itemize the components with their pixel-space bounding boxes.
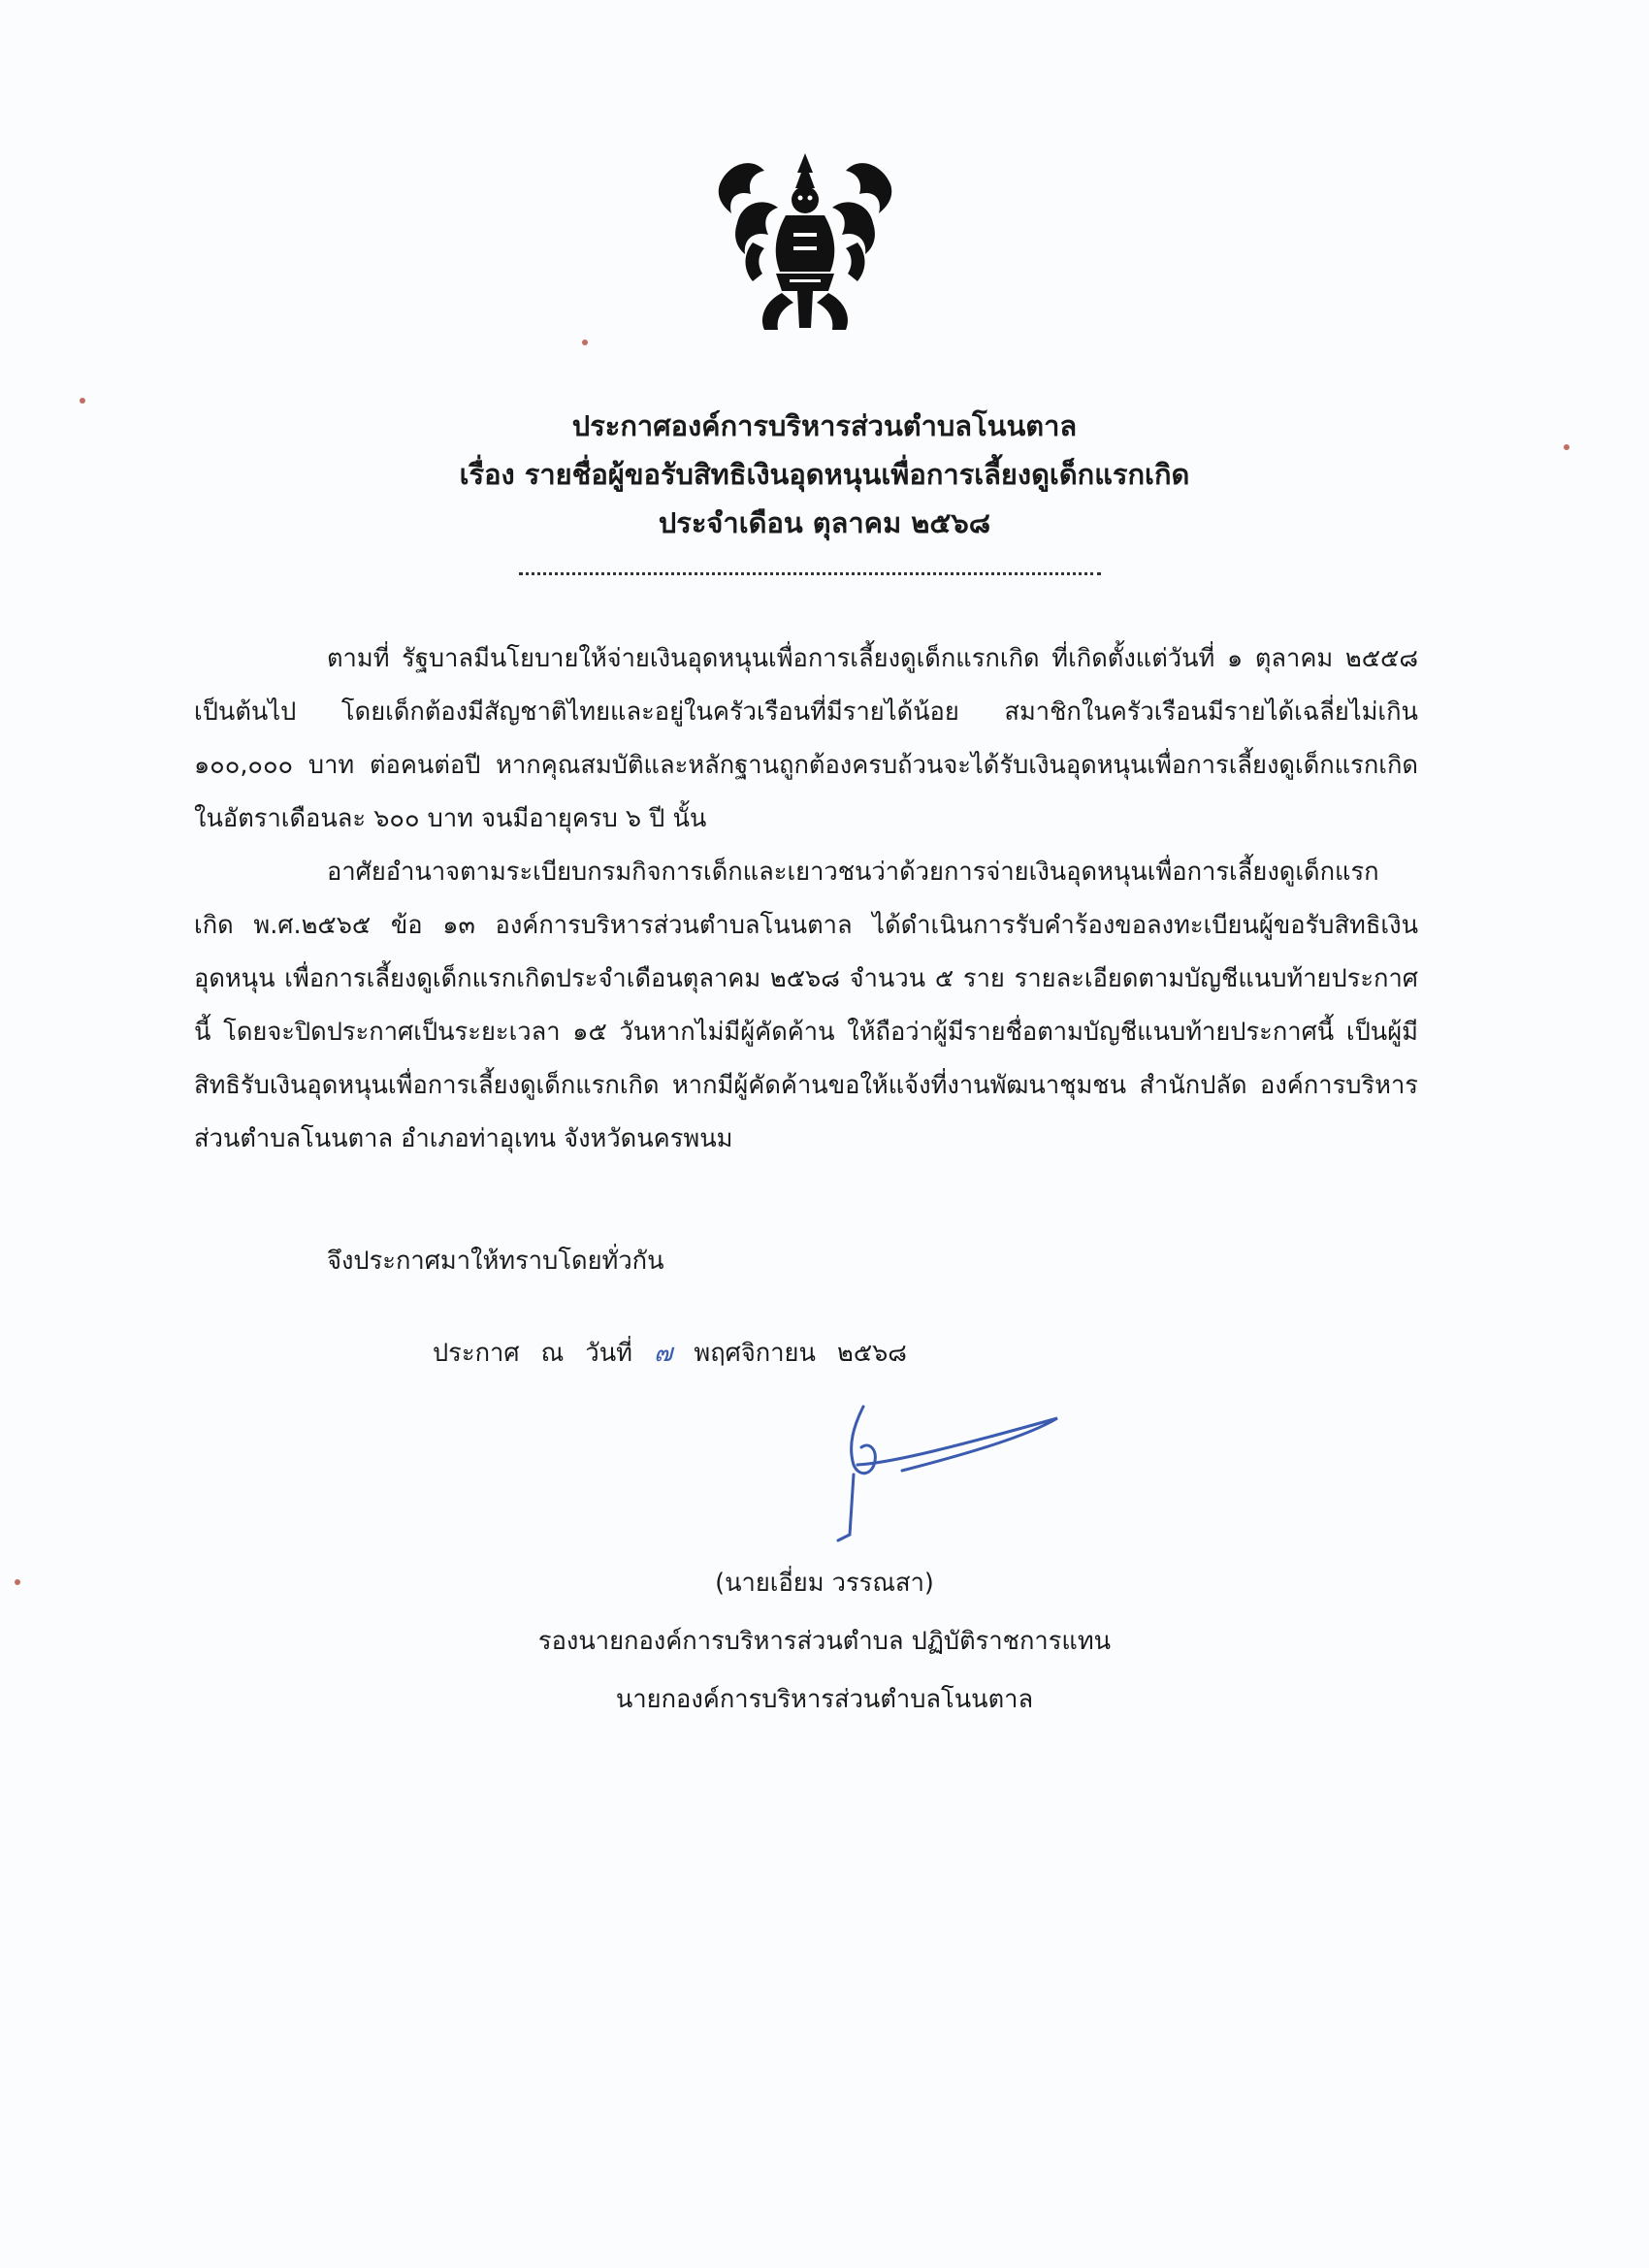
paper-speck [582,340,588,345]
signatory-position: รองนายกองค์การบริหารส่วนตำบล ปฏิบัติราชการแทน [537,1627,1112,1656]
dotted-divider [519,572,1101,575]
date-day-label: วันที่ [585,1339,632,1368]
handwritten-signature [815,1397,1067,1571]
announcement-header [0,402,1649,547]
announcement-date [433,1334,907,1373]
garuda-emblem-icon [708,146,902,340]
date-prefix: ประกาศ [433,1339,520,1368]
org-announcement-title: ประกาศองค์การบริหารส่วนตำบลโนนตาล [571,409,1078,442]
signatory-block [485,1554,1164,1729]
paper-speck [15,1579,20,1585]
announcement-subject: เรื่อง รายชื่อผู้ขอรับสิทธิเงินอุดหนุนเพื่อการเลี้ยงดูเด็กแรกเกิด [459,458,1190,491]
date-year: ๒๕๖๘ [837,1339,907,1368]
announcement-body [194,632,1418,1166]
closing-statement: จึงประกาศมาให้ทราบโดยทั่วกัน [327,1247,664,1276]
signatory-name: (นายเอี่ยม วรรณสา) [715,1569,934,1598]
signatory-acting-for: นายกองค์การบริหารส่วนตำบลโนนตาล [615,1685,1034,1714]
body-paragraph-1: ตามที่ รัฐบาลมีนโยบายให้จ่ายเงินอุดหนุนเพื่อการเลี้ยงดูเด็กแรกเกิด ที่เกิดตั้งแต่วันที่ ๑ ตุลาคม ๒๕๕๘ เป็นต้นไป โดยเด็กต้องมีสัญชาติไทยและอยู่ในครัวเรือนที่มีรายได้น้อย สมาชิกในครัวเรือนมีรายได้เฉลี่ยไม่เกิน ๑๐๐,๐๐๐ บาท ต่อคนต่อปี หากคุณสมบัติและหลักฐานถูกต้องครบถ้วนจะได้รับเงินอุดหนุนเพื่อการเลี้ยงดูเด็กแรกเกิดในอัตราเดือนละ ๖๐๐ บาท จนมีอายุครบ ๖ ปี นั้น [194,644,1418,833]
announcement-period: ประจำเดือน ตุลาคม ๒๕๖๘ [658,506,991,539]
body-paragraph-2: อาศัยอำนาจตามระเบียบกรมกิจการเด็กและเยาวชนว่าด้วยการจ่ายเงินอุดหนุนเพื่อการเลี้ยงดูเด็กแรกเกิด พ.ศ.๒๕๖๕ ข้อ ๑๓ องค์การบริหารส่วนตำบลโนนตาล ได้ดำเนินการรับคำร้องขอลงทะเบียนผู้ขอรับสิทธิเงินอุดหนุน เพื่อการเลี้ยงดูเด็กแรกเกิดประจำเดือนตุลาคม ๒๕๖๘ จำนวน ๕ ราย รายละเอียดตามบัญชีแนบท้ายประกาศนี้ โดยจะปิดประกาศเป็นระยะเวลา ๑๕ วันหากไม่มีผู้คัดค้าน ให้ถือว่าผู้มีรายชื่อตามบัญชีแนบท้ายประกาศนี้ เป็นผู้มีสิทธิรับเงินอุดหนุนเพื่อการเลี้ยงดูเด็กแรกเกิด หากมีผู้คัดค้านขอให้แจ้งที่งานพัฒนาชุมชน สำนักปลัด องค์การบริหารส่วนตำบลโนนตาล อำเภอท่าอุเทน จังหวัดนครพนม [194,858,1418,1153]
date-month: พฤศจิกายน [694,1339,816,1368]
date-at: ณ [540,1339,565,1368]
date-day: ๗ [654,1339,673,1368]
